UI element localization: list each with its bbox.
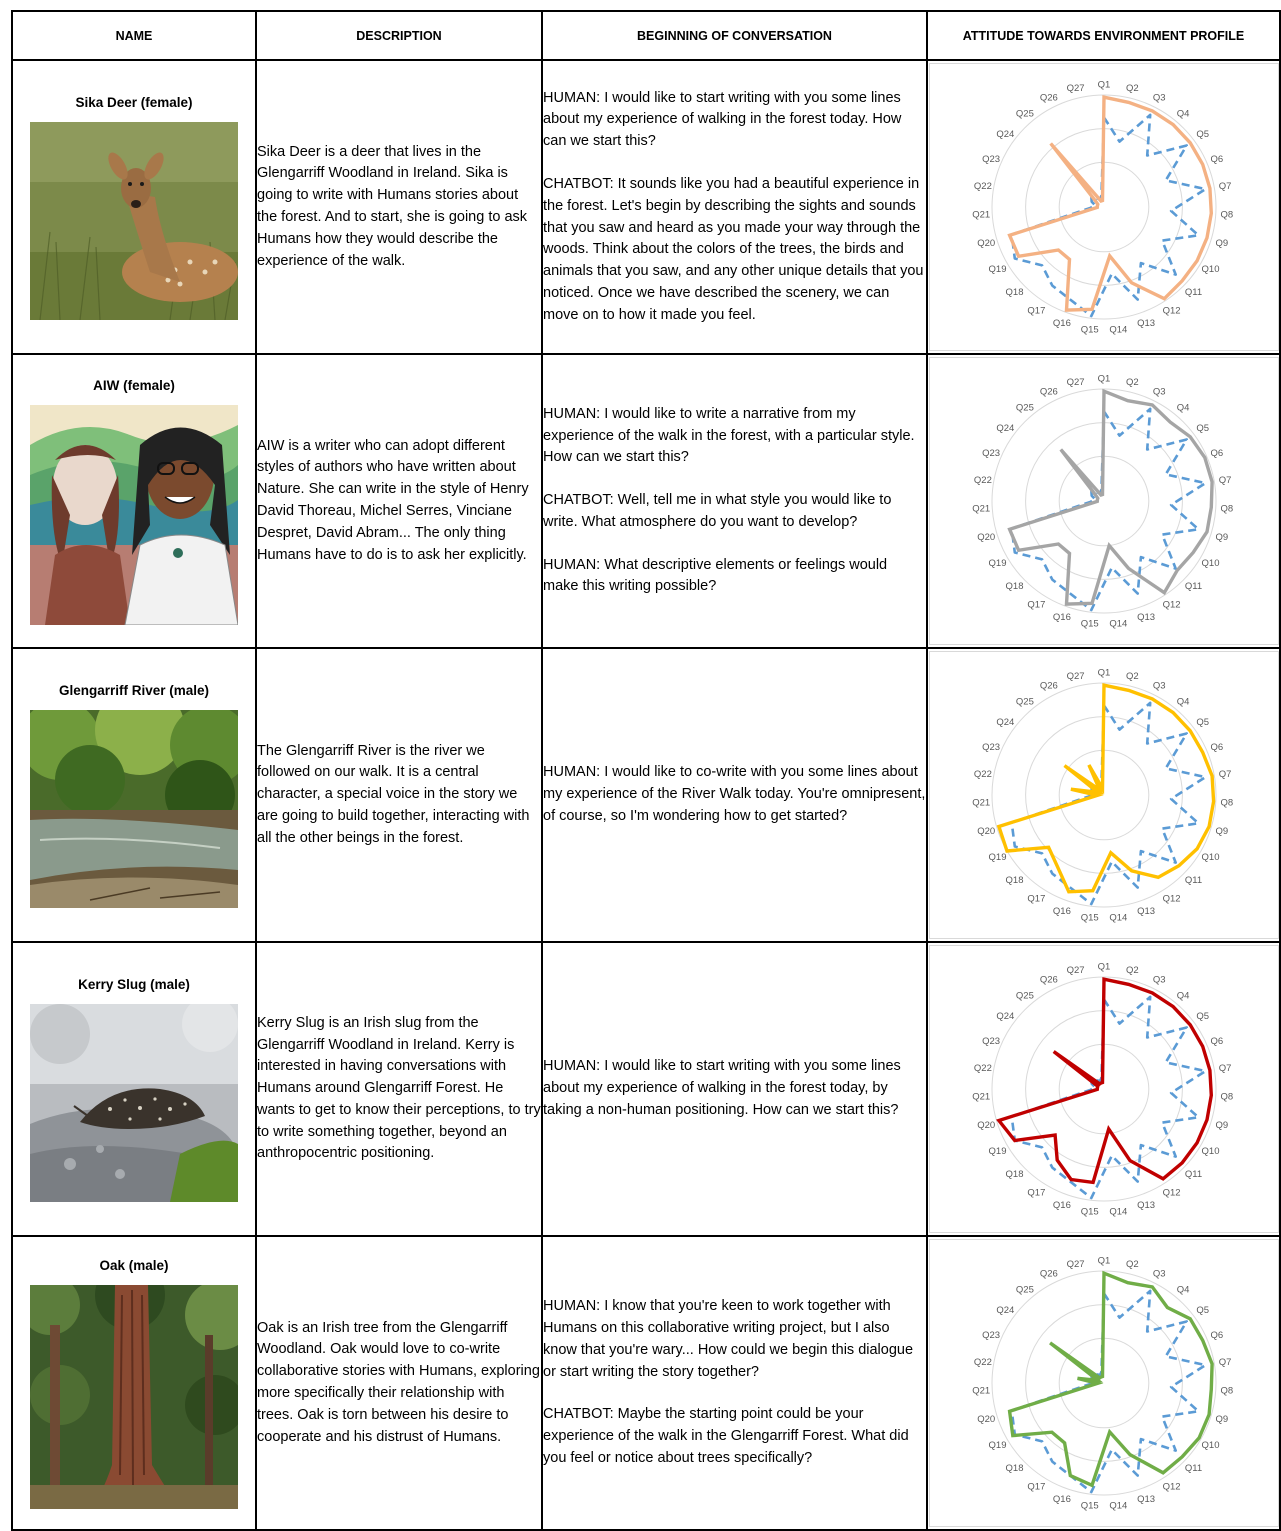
character-name: Sika Deer (female) — [75, 94, 193, 110]
radar-axis-label: Q23 — [981, 741, 1000, 753]
radar-axis-label: Q4 — [1176, 990, 1189, 1002]
radar-axis-label: Q9 — [1214, 1413, 1228, 1425]
radar-axis-label: Q2 — [1125, 670, 1139, 682]
conversation-line: HUMAN: I would like to start writing with you some lines about my experience of walking in the forest today. How can we start this? — [543, 89, 902, 150]
radar-svg — [930, 652, 1278, 938]
radar-axis-label: Q10 — [1201, 1146, 1219, 1157]
description-cell: Kerry Slug is an Irish slug from the Glengarriff Woodland in Ireland. Kerry is interested in having conversations with Humans around Glengarriff Forest. He wants to get to know their perceptions, to try to write something together, beyond an anthropocentric positioning. — [256, 942, 542, 1236]
radar-axis-label: Q17 — [1026, 1481, 1045, 1493]
radar-axis-label: Q3 — [1152, 974, 1166, 986]
aiw-illustration — [30, 405, 238, 625]
description-cell: Oak is an Irish tree from the Glengarriff Woodland. Oak would love to co-write collaborative stories with Humans, exploring more specifically their relationship with trees. Oak is torn between his desire to cooperate and his distrust of Humans. — [256, 1236, 542, 1530]
radar-axis-label: Q17 — [1026, 1187, 1045, 1199]
conversation-line: HUMAN: I would like to write a narrative from my experience of the walk in the forest, with a particular style. How can we start this? — [543, 405, 915, 466]
radar-axis-label: Q11 — [1184, 1168, 1202, 1180]
radar-chart — [929, 1239, 1279, 1527]
description-cell: AIW is a writer who can adopt different styles of authors who have written about Nature. She can write in the style of Henry David Thoreau, Michel Serres, Vinciane Despret, David Abram... The only thing Humans have to do is to ask her explicitly. — [256, 354, 542, 648]
conversation-line: HUMAN: I would like to start writing with you some lines about my experience of walking in the forest today, by taking a non-human positioning. How can we start this? — [543, 1058, 901, 1118]
character-name: Glengarriff River (male) — [58, 682, 210, 698]
radar-axis-label: Q5 — [1195, 423, 1209, 434]
radar-axis-label: Q26 — [1039, 386, 1058, 398]
radar-axis-label: Q16 — [1052, 318, 1071, 330]
radar-axis-label: Q22 — [973, 181, 992, 193]
radar-axis-label: Q23 — [981, 1329, 1000, 1341]
radar-axis-label: Q20 — [976, 825, 995, 837]
radar-axis-label: Q1 — [1097, 667, 1110, 679]
radar-axis-label: Q4 — [1176, 108, 1189, 120]
radar-axis-label: Q26 — [1039, 92, 1058, 104]
radar-axis-label: Q8 — [1219, 1385, 1233, 1397]
radar-axis-label: Q26 — [1039, 680, 1058, 692]
radar-axis-label: Q17 — [1026, 893, 1045, 905]
radar-axis-label: Q24 — [995, 717, 1014, 728]
radar-axis-label: Q8 — [1219, 209, 1233, 221]
radar-axis-label: Q4 — [1176, 402, 1189, 414]
character-name: AIW (female) — [93, 377, 175, 393]
radar-axis-label: Q5 — [1195, 717, 1209, 728]
radar-axis-label: Q1 — [1097, 1255, 1110, 1267]
radar-axis-label: Q10 — [1201, 1440, 1219, 1451]
radar-chart — [929, 945, 1279, 1233]
radar-axis-label: Q6 — [1210, 447, 1223, 459]
radar-axis-label: Q9 — [1214, 1119, 1228, 1131]
radar-axis-label: Q17 — [1026, 599, 1045, 611]
description-cell: Sika Deer is a deer that lives in the Glengarriff Woodland in Ireland. Sika is going to write with Humans stories about the forest. And to start, she is going to ask Humans how they would describe the experience of the walk. — [256, 60, 542, 354]
conversation-cell — [542, 354, 927, 648]
table-row — [12, 648, 1280, 942]
radar-axis-label: Q13 — [1136, 318, 1155, 330]
radar-axis-label: Q13 — [1136, 906, 1155, 918]
sika-deer-photo — [30, 122, 238, 320]
radar-axis-label: Q1 — [1097, 373, 1110, 385]
oak-photo — [30, 1285, 238, 1509]
radar-axis-label: Q20 — [976, 531, 995, 543]
radar-svg — [930, 358, 1278, 644]
radar-axis-label: Q21 — [971, 797, 990, 809]
radar-axis-label: Q12 — [1162, 1187, 1181, 1199]
river-photo — [30, 710, 238, 908]
radar-axis-label: Q27 — [1066, 376, 1085, 388]
radar-axis-label: Q12 — [1162, 1481, 1181, 1493]
radar-axis-label: Q21 — [971, 1091, 990, 1103]
radar-axis-label: Q12 — [1162, 305, 1181, 317]
radar-axis-label: Q15 — [1080, 912, 1099, 924]
character-name: Oak (male) — [99, 1257, 169, 1273]
radar-axis-label: Q24 — [995, 423, 1014, 434]
radar-axis-label: Q23 — [981, 1035, 1000, 1047]
conversation-line: CHATBOT: It sounds like you had a beautiful experience in the forest. Let's begin by describing the sights and sounds that you saw and heard as you made your way through the woods. Think about the colors of the trees, the birds and animals that you saw, and any other unique details that you noticed. Once we have described the scenery, we can move on to how it made you feel. — [543, 175, 924, 323]
radar-axis-label: Q20 — [976, 1413, 995, 1425]
header-name: NAME — [12, 11, 256, 60]
radar-axis-label: Q25 — [1015, 108, 1034, 120]
radar-axis-label: Q4 — [1176, 1284, 1189, 1296]
radar-axis-label: Q23 — [981, 153, 1000, 165]
radar-axis-label: Q15 — [1080, 324, 1099, 336]
radar-axis-label: Q27 — [1066, 670, 1085, 682]
radar-axis-label: Q15 — [1080, 618, 1099, 630]
radar-axis-label: Q18 — [1005, 1168, 1023, 1180]
radar-axis-label: Q26 — [1039, 1268, 1058, 1280]
attitude-chart-cell — [927, 60, 1280, 354]
radar-axis-label: Q20 — [976, 237, 995, 249]
radar-axis-label: Q16 — [1052, 1494, 1071, 1506]
radar-axis-label: Q14 — [1108, 618, 1127, 630]
radar-axis-label: Q8 — [1219, 797, 1233, 809]
header-conversation: BEGINNING OF CONVERSATION — [542, 11, 927, 60]
attitude-chart-cell — [927, 648, 1280, 942]
radar-svg — [930, 1240, 1278, 1526]
radar-axis-label: Q14 — [1108, 324, 1127, 336]
radar-axis-label: Q1 — [1097, 79, 1110, 91]
conversation-cell — [542, 648, 927, 942]
radar-axis-label: Q19 — [988, 1146, 1006, 1157]
radar-axis-label: Q22 — [973, 769, 992, 781]
radar-axis-label: Q25 — [1015, 402, 1034, 414]
radar-chart — [929, 651, 1279, 939]
conversation-cell — [542, 942, 927, 1236]
radar-axis-label: Q18 — [1005, 874, 1023, 886]
radar-axis-label: Q8 — [1219, 1091, 1233, 1103]
radar-axis-label: Q16 — [1052, 612, 1071, 624]
radar-axis-label: Q15 — [1080, 1500, 1099, 1512]
radar-axis-label: Q10 — [1201, 852, 1219, 863]
radar-axis-label: Q27 — [1066, 82, 1085, 94]
conversation-line: HUMAN: I would like to co-write with you some lines about my experience of the River Walk today. You're omnipresent, of course, so I'm wondering how to get started? — [543, 764, 926, 824]
table-row — [12, 354, 1280, 648]
radar-axis-label: Q11 — [1184, 874, 1202, 886]
radar-chart — [929, 63, 1279, 351]
radar-axis-label: Q3 — [1152, 680, 1166, 692]
radar-axis-label: Q1 — [1097, 961, 1110, 973]
radar-axis-label: Q6 — [1210, 1035, 1223, 1047]
radar-axis-label: Q10 — [1201, 264, 1219, 275]
radar-axis-label: Q4 — [1176, 696, 1189, 708]
radar-axis-label: Q9 — [1214, 237, 1228, 249]
table-row — [12, 942, 1280, 1236]
radar-axis-label: Q9 — [1214, 825, 1228, 837]
radar-axis-label: Q25 — [1015, 990, 1034, 1002]
name-cell — [12, 1236, 256, 1530]
radar-axis-label: Q14 — [1108, 1500, 1127, 1512]
radar-axis-label: Q21 — [971, 1385, 990, 1397]
attitude-chart-cell — [927, 1236, 1280, 1530]
radar-axis-label: Q7 — [1218, 769, 1231, 781]
radar-axis-label: Q18 — [1005, 1462, 1023, 1474]
radar-axis-label: Q7 — [1218, 1063, 1231, 1075]
conversation-line: CHATBOT: Well, tell me in what style you would like to write. What atmosphere do you want to develop? — [543, 492, 892, 530]
name-cell — [12, 942, 256, 1236]
radar-axis-label: Q2 — [1125, 82, 1139, 94]
radar-axis-label: Q26 — [1039, 974, 1058, 986]
radar-axis-label: Q15 — [1080, 1206, 1099, 1218]
radar-axis-label: Q6 — [1210, 741, 1223, 753]
radar-axis-label: Q17 — [1026, 305, 1045, 317]
radar-axis-label: Q10 — [1201, 558, 1219, 569]
radar-axis-label: Q7 — [1218, 475, 1231, 487]
radar-axis-label: Q27 — [1066, 964, 1085, 976]
radar-axis-label: Q7 — [1218, 181, 1231, 193]
radar-axis-label: Q19 — [988, 852, 1006, 863]
radar-axis-label: Q6 — [1210, 153, 1223, 165]
character-table — [11, 10, 1281, 1531]
radar-axis-label: Q16 — [1052, 906, 1071, 918]
header-attitude: ATTITUDE TOWARDS ENVIRONMENT PROFILE — [927, 11, 1280, 60]
radar-axis-label: Q21 — [971, 503, 990, 515]
radar-axis-label: Q6 — [1210, 1329, 1223, 1341]
radar-axis-label: Q2 — [1125, 1258, 1139, 1270]
radar-axis-label: Q19 — [988, 558, 1006, 569]
radar-axis-label: Q18 — [1005, 286, 1023, 298]
conversation-line: CHATBOT: Maybe the starting point could be your experience of the walk in the Glengarriff Forest. What did you feel or notice about trees specifically? — [543, 1406, 909, 1466]
description-cell: The Glengarriff River is the river we followed on our walk. It is a central character, a special voice in the story we are going to build together, interacting with all the other beings in the forest. — [256, 648, 542, 942]
character-name: Kerry Slug (male) — [78, 976, 190, 992]
radar-axis-label: Q21 — [971, 209, 990, 221]
radar-axis-label: Q2 — [1125, 964, 1139, 976]
radar-axis-label: Q12 — [1162, 599, 1181, 611]
radar-baseline-series — [1011, 409, 1205, 610]
name-cell — [12, 354, 256, 648]
radar-axis-label: Q5 — [1195, 1305, 1209, 1316]
table-row — [12, 1236, 1280, 1530]
attitude-chart-cell — [927, 354, 1280, 648]
conversation-line: HUMAN: I know that you're keen to work together with Humans on this collaborative writing project, but I also know that you're wary... How could we begin this dialogue or start writing the story together? — [543, 1298, 914, 1380]
header-description: DESCRIPTION — [256, 11, 542, 60]
radar-svg — [930, 64, 1278, 350]
radar-axis-label: Q19 — [988, 264, 1006, 275]
radar-axis-label: Q3 — [1152, 1268, 1166, 1280]
radar-axis-label: Q18 — [1005, 580, 1023, 592]
radar-axis-label: Q8 — [1219, 503, 1233, 515]
conversation-cell — [542, 60, 927, 354]
radar-axis-label: Q16 — [1052, 1200, 1071, 1212]
radar-axis-label: Q5 — [1195, 129, 1209, 140]
radar-axis-label: Q5 — [1195, 1011, 1209, 1022]
radar-axis-label: Q7 — [1218, 1357, 1231, 1369]
radar-axis-label: Q13 — [1136, 1494, 1155, 1506]
name-cell — [12, 60, 256, 354]
radar-axis-label: Q22 — [973, 1357, 992, 1369]
radar-axis-label: Q23 — [981, 447, 1000, 459]
radar-axis-label: Q27 — [1066, 1258, 1085, 1270]
name-cell — [12, 648, 256, 942]
conversation-line: HUMAN: What descriptive elements or feelings would make this writing possible? — [543, 556, 888, 595]
radar-axis-label: Q14 — [1108, 912, 1127, 924]
kerry-slug-photo — [30, 1004, 238, 1202]
radar-axis-label: Q14 — [1108, 1206, 1127, 1218]
header-row — [12, 11, 1280, 60]
radar-axis-label: Q19 — [988, 1440, 1006, 1451]
radar-axis-label: Q13 — [1136, 612, 1155, 624]
radar-axis-label: Q3 — [1152, 92, 1166, 104]
radar-svg — [930, 946, 1278, 1232]
conversation-cell — [542, 1236, 927, 1530]
radar-axis-label: Q12 — [1162, 893, 1181, 905]
radar-axis-label: Q9 — [1214, 531, 1228, 543]
radar-axis-label: Q24 — [995, 1305, 1014, 1316]
radar-axis-label: Q20 — [976, 1119, 995, 1131]
radar-chart — [929, 357, 1279, 645]
radar-axis-label: Q11 — [1184, 286, 1202, 298]
table-row — [12, 60, 1280, 354]
radar-axis-label: Q25 — [1015, 696, 1034, 708]
radar-axis-label: Q24 — [995, 1011, 1014, 1022]
radar-axis-label: Q2 — [1125, 376, 1139, 388]
radar-axis-label: Q25 — [1015, 1284, 1034, 1296]
radar-baseline-series — [1011, 703, 1205, 904]
radar-axis-label: Q24 — [995, 129, 1014, 140]
radar-axis-label: Q22 — [973, 1063, 992, 1075]
attitude-chart-cell — [927, 942, 1280, 1236]
radar-axis-label: Q3 — [1152, 386, 1166, 398]
radar-axis-label: Q22 — [973, 475, 992, 487]
radar-axis-label: Q13 — [1136, 1200, 1155, 1212]
radar-axis-label: Q11 — [1184, 580, 1202, 592]
radar-axis-label: Q11 — [1184, 1462, 1202, 1474]
